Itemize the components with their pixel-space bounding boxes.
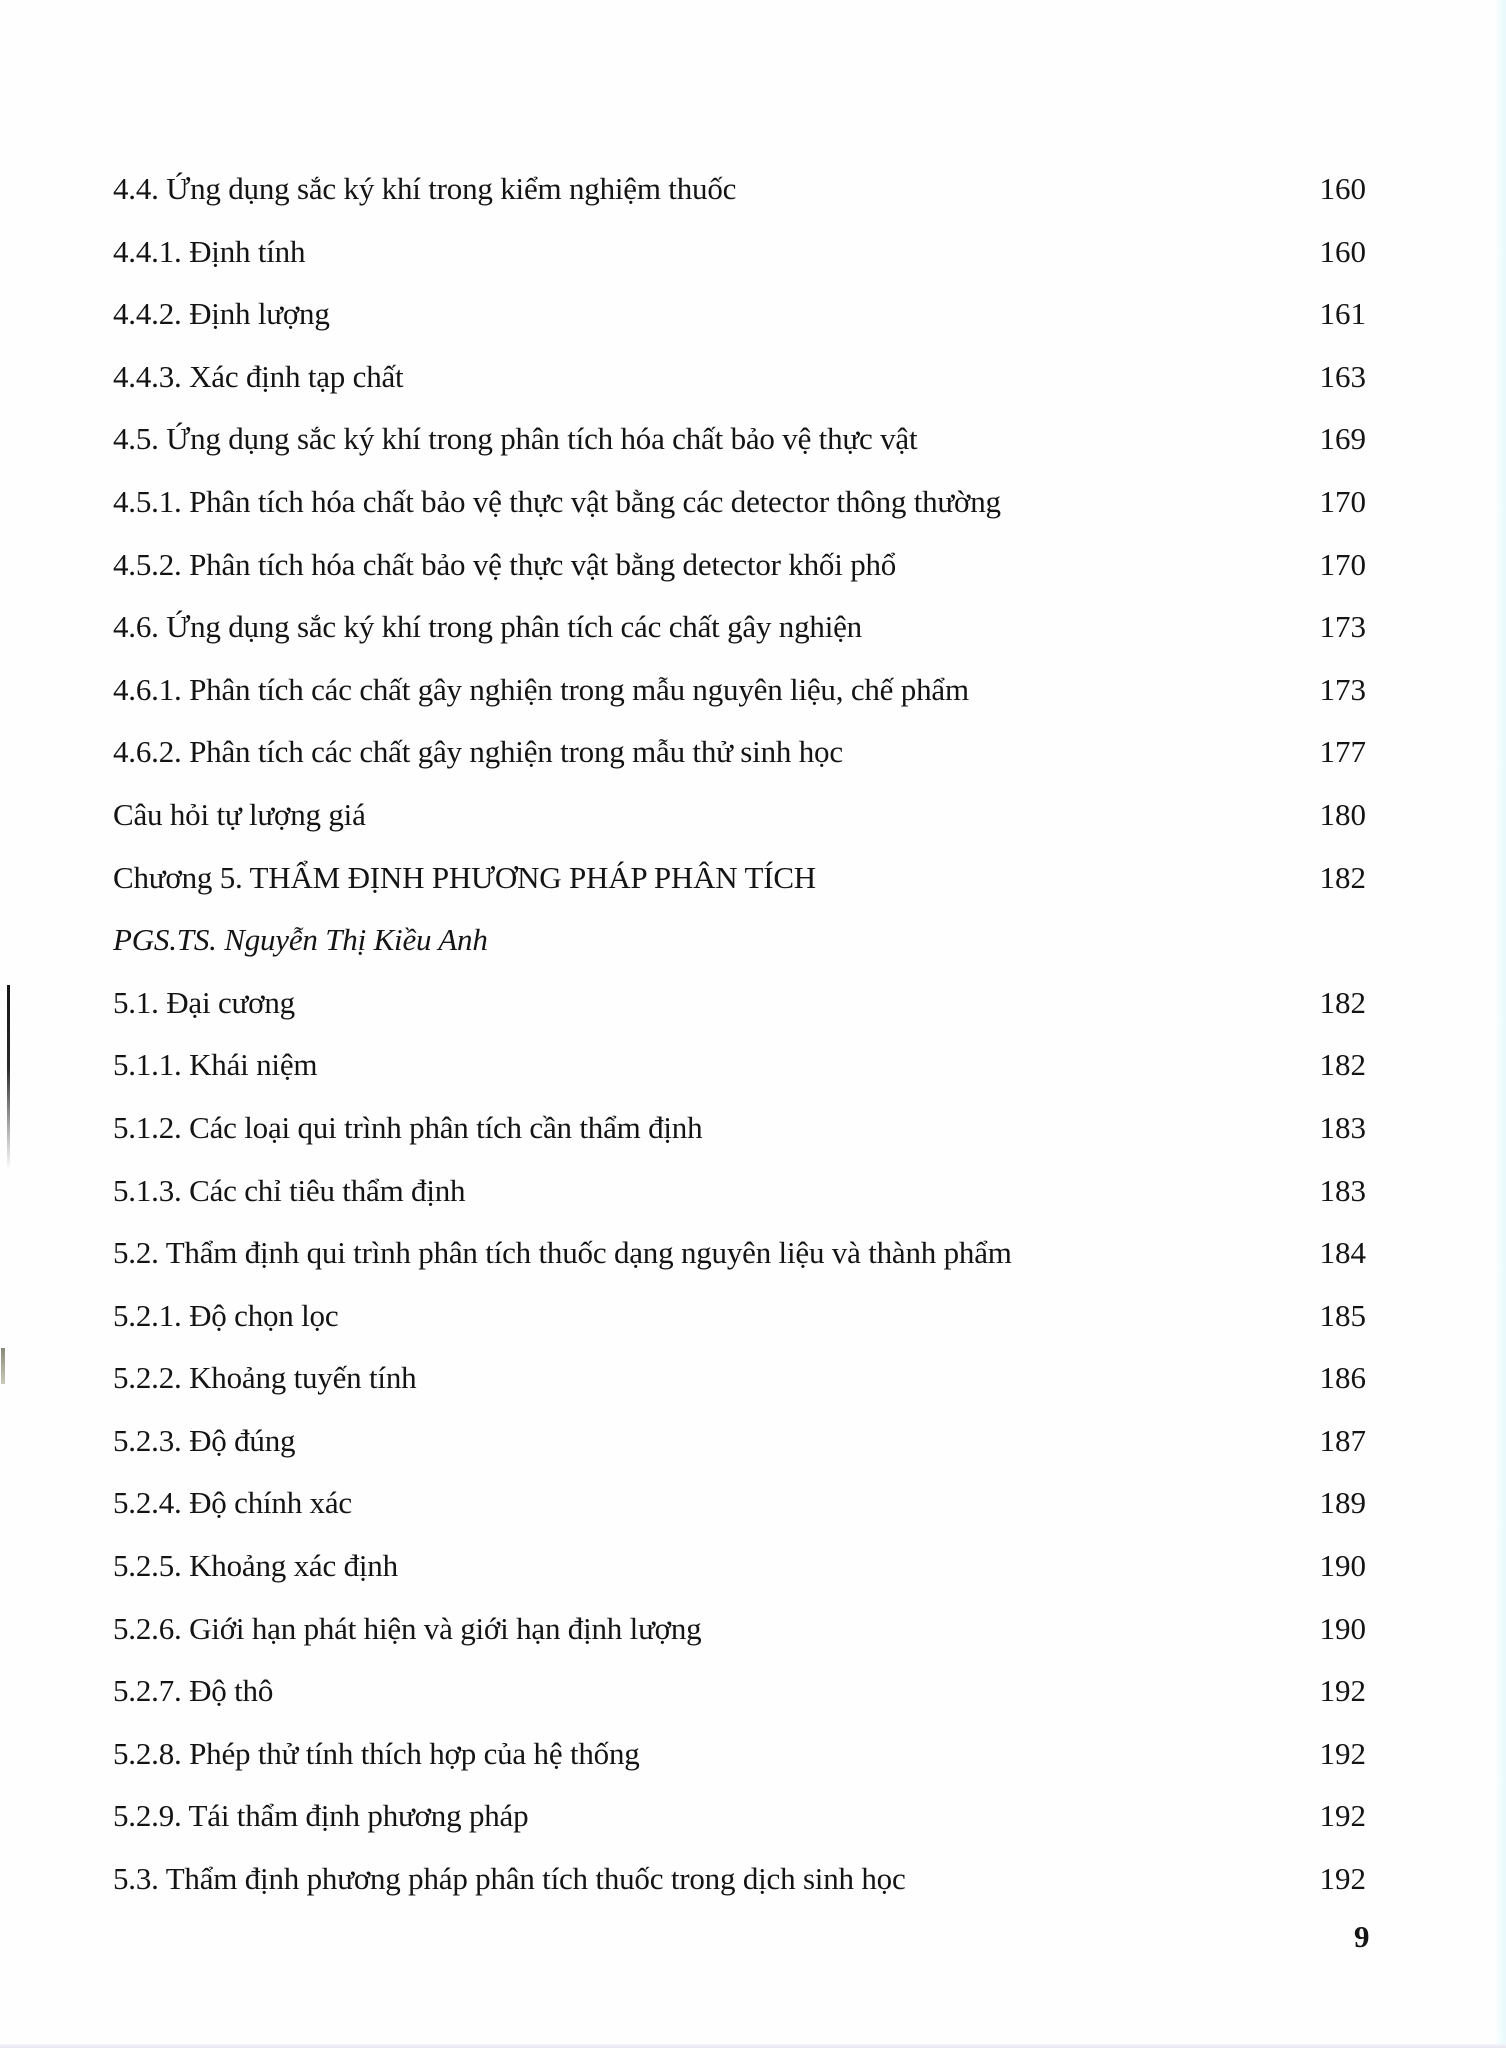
toc-entry — [113, 483, 1366, 546]
toc-entry-title: 5.2.3. Độ đúng — [113, 1422, 296, 1458]
toc-entry-title: 5.3. Thẩm định phương pháp phân tích thuốc trong dịch sinh học — [113, 1861, 906, 1897]
toc-entry-page: 177 — [1319, 734, 1366, 770]
toc-entry — [113, 671, 1366, 734]
toc-entry-title: 4.6. Ứng dụng sắc ký khí trong phân tích các chất gây nghiện — [113, 609, 862, 645]
toc-entry-page: 173 — [1319, 671, 1366, 707]
toc-entry-page: 183 — [1319, 1172, 1366, 1208]
toc-entry-page: 182 — [1319, 859, 1366, 895]
toc-entry-title: 4.6.1. Phân tích các chất gây nghiện trong mẫu nguyên liệu, chế phẩm — [113, 671, 969, 707]
toc-entry — [113, 1422, 1366, 1485]
toc-entry-title: 5.1. Đại cương — [113, 984, 295, 1020]
toc-entry-title: 5.2.1. Độ chọn lọc — [113, 1297, 339, 1333]
toc-entry-title: 4.5. Ứng dụng sắc ký khí trong phân tích hóa chất bảo vệ thực vật — [113, 421, 918, 457]
toc-entry-page: 163 — [1319, 358, 1366, 394]
scan-artifact-mark — [1, 1348, 5, 1384]
scan-edge-right — [1497, 0, 1506, 2048]
toc-entry — [113, 1046, 1366, 1109]
toc-entry-page: 161 — [1319, 296, 1366, 332]
toc-entry-title: 5.2. Thẩm định qui trình phân tích thuốc dạng nguyên liệu và thành phẩm — [113, 1235, 1012, 1271]
toc-entry — [113, 1735, 1366, 1798]
toc-chapter-heading — [113, 859, 1366, 922]
toc-entry-title: 5.2.8. Phép thử tính thích hợp của hệ thống — [113, 1735, 640, 1771]
toc-entry-title: 5.2.4. Độ chính xác — [113, 1485, 352, 1521]
table-of-contents — [113, 170, 1366, 1923]
toc-entry-title: Câu hỏi tự lượng giá — [113, 796, 366, 832]
toc-entry — [113, 1484, 1366, 1547]
toc-entry-page: 160 — [1319, 233, 1366, 269]
toc-entry — [113, 1359, 1366, 1422]
toc-entry — [113, 608, 1366, 671]
toc-entry-page: 192 — [1319, 1798, 1366, 1834]
toc-entry-page: 170 — [1319, 483, 1366, 519]
toc-chapter-author — [113, 921, 1363, 984]
toc-entry-page: 182 — [1319, 1047, 1366, 1083]
toc-entry-title: 4.4.2. Định lượng — [113, 296, 330, 332]
toc-entry-page: 190 — [1319, 1610, 1366, 1646]
toc-entry-review-questions — [113, 796, 1366, 859]
toc-entry-title: 4.5.1. Phân tích hóa chất bảo vệ thực vật bằng các detector thông thường — [113, 483, 1001, 519]
toc-entry — [113, 1297, 1366, 1360]
toc-entry-title: 5.2.5. Khoảng xác định — [113, 1548, 398, 1584]
toc-entry-page: 192 — [1319, 1673, 1366, 1709]
toc-entry-page: 184 — [1319, 1235, 1366, 1271]
toc-entry — [113, 358, 1366, 421]
toc-entry — [113, 1860, 1366, 1923]
scan-artifact-line — [7, 985, 10, 1170]
toc-entry-page: 182 — [1319, 984, 1366, 1020]
toc-entry — [113, 170, 1366, 233]
toc-entry-page: 173 — [1319, 609, 1366, 645]
toc-entry — [113, 1234, 1366, 1297]
toc-entry-title: 5.2.2. Khoảng tuyến tính — [113, 1360, 417, 1396]
chapter-title: Chương 5. THẨM ĐỊNH PHƯƠNG PHÁP PHÂN TÍCH — [113, 859, 816, 895]
toc-entry-title: 5.1.1. Khái niệm — [113, 1047, 318, 1083]
toc-entry — [113, 1172, 1366, 1235]
toc-entry-page: 170 — [1319, 546, 1366, 582]
toc-entry-title: 5.1.3. Các chỉ tiêu thẩm định — [113, 1172, 466, 1208]
toc-entry-page: 169 — [1319, 421, 1366, 457]
toc-entry — [113, 233, 1366, 296]
toc-entry — [113, 733, 1366, 796]
toc-entry-title: 5.2.6. Giới hạn phát hiện và giới hạn định lượng — [113, 1610, 702, 1646]
toc-entry-title: 4.4. Ứng dụng sắc ký khí trong kiểm nghiệm thuốc — [113, 171, 737, 206]
toc-entry-title: 4.6.2. Phân tích các chất gây nghiện trong mẫu thử sinh học — [113, 734, 843, 770]
toc-entry-title: 4.4.3. Xác định tạp chất — [113, 358, 404, 394]
toc-entry — [113, 984, 1366, 1047]
toc-entry-title: 5.1.2. Các loại qui trình phân tích cần thẩm định — [113, 1109, 703, 1145]
toc-entry — [113, 295, 1366, 358]
page-number: 9 — [1354, 1919, 1370, 1954]
toc-entry — [113, 1610, 1366, 1673]
toc-entry-page: 192 — [1319, 1861, 1366, 1897]
toc-entry-page: 192 — [1319, 1735, 1366, 1771]
toc-entry — [113, 420, 1366, 483]
toc-entry-page: 180 — [1319, 796, 1366, 832]
author-name: PGS.TS. Nguyễn Thị Kiều Anh — [113, 922, 488, 958]
toc-entry — [113, 1797, 1366, 1860]
toc-entry-title: 4.4.1. Định tính — [113, 233, 306, 269]
toc-entry-title: 5.2.7. Độ thô — [113, 1673, 274, 1709]
toc-entry — [113, 546, 1366, 609]
scan-edge-bottom — [0, 2044, 1506, 2048]
toc-entry-page: 186 — [1319, 1360, 1366, 1396]
toc-entry — [113, 1672, 1366, 1735]
toc-entry-page: 160 — [1319, 171, 1366, 206]
toc-entry-title: 4.5.2. Phân tích hóa chất bảo vệ thực vật bằng detector khối phổ — [113, 546, 897, 582]
toc-entry-page: 190 — [1319, 1548, 1366, 1584]
toc-entry-page: 183 — [1319, 1109, 1366, 1145]
toc-entry-page: 185 — [1319, 1297, 1366, 1333]
toc-entry — [113, 1547, 1366, 1610]
toc-entry-page: 189 — [1319, 1485, 1366, 1521]
toc-entry-page: 187 — [1319, 1422, 1366, 1458]
toc-entry-title: 5.2.9. Tái thẩm định phương pháp — [113, 1798, 529, 1834]
toc-entry — [113, 1109, 1366, 1172]
